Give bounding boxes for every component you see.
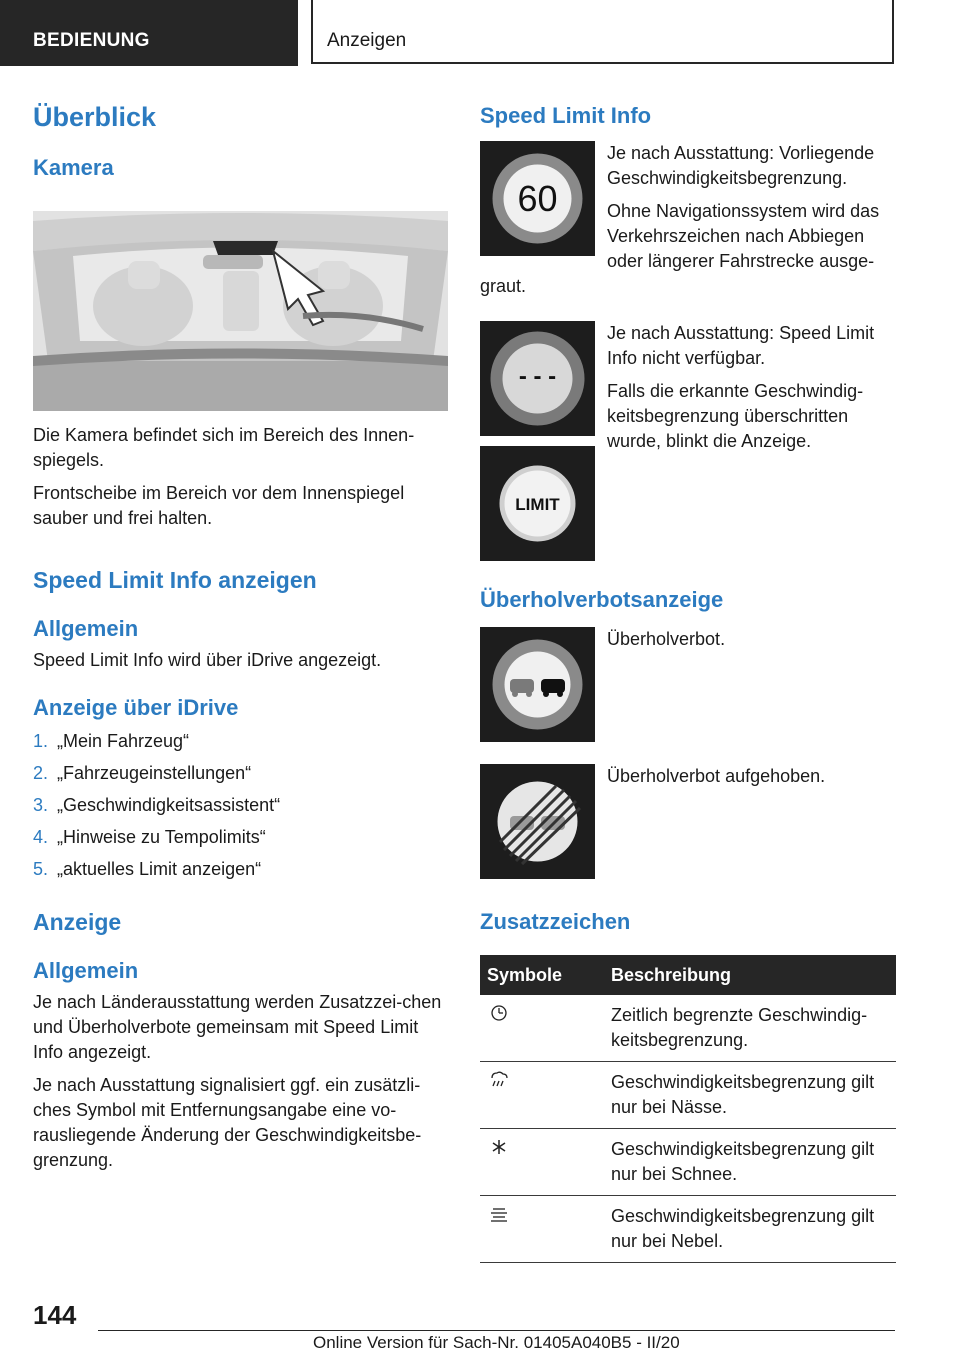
- idrive-steps: [33, 725, 448, 885]
- list-item: 5. „aktuelles Limit anzeigen“: [33, 859, 262, 879]
- sli-show-heading: Speed Limit Info anzeigen: [33, 567, 317, 593]
- car-interior-illustration: [33, 211, 448, 411]
- column-header-symbols: Symbole: [480, 955, 604, 995]
- general-heading-2: Allgemein: [33, 958, 139, 983]
- description-cell: Zeitlich begrenzte Geschwindig-keitsbegrenzung.: [604, 995, 896, 1062]
- rain-icon: [487, 1070, 511, 1090]
- clock-icon: [487, 1003, 511, 1023]
- no-overtaking-sign-image: [480, 627, 595, 742]
- left-column: [33, 100, 448, 1173]
- table-header-row: [480, 955, 896, 995]
- section-tab: BEDIENUNG: [0, 0, 298, 66]
- camera-heading: Kamera: [33, 155, 114, 180]
- sign-limit-value: LIMIT: [515, 495, 560, 514]
- overtake-text-ban: Überholverbot.: [607, 629, 726, 649]
- camera-photo: [33, 211, 448, 411]
- overview-heading: Überblick: [33, 102, 157, 132]
- sign-dash-value: - - -: [518, 363, 557, 390]
- extra-signs-heading: Zusatzzeichen: [480, 909, 631, 934]
- description-cell: Geschwindigkeitsbegrenzung gilt nur bei Nässe.: [604, 1062, 896, 1129]
- description-cell: Geschwindigkeitsbegrenzung gilt nur bei Schnee.: [604, 1129, 896, 1196]
- description-cell: Geschwindigkeitsbegrenzung gilt nur bei Nebel.: [604, 1196, 896, 1263]
- table-row: [480, 1062, 896, 1129]
- list-item: 3. „Geschwindigkeitsassistent“: [33, 795, 281, 815]
- general-text-2: Je nach Länderausstattung werden Zusatzzei-chen und Überholverbote gemeinsam mit Speed Limit Info angezeigt.: [33, 992, 442, 1062]
- table-row: [480, 1196, 896, 1263]
- general-text-3: Je nach Ausstattung signalisiert ggf. ein zusätzli-ches Symbol mit Entfernungsangabe eine vo-rausliegende Änderung der Geschwindigkeitsbe-grenzung.: [33, 1075, 422, 1170]
- column-header-description: Beschreibung: [604, 955, 896, 995]
- online-version-text: Online Version für Sach-Nr. 01405A040B5 - II/20: [313, 1333, 680, 1352]
- overtake-heading: Überholverbotsanzeige: [480, 587, 724, 612]
- general-heading-1: Allgemein: [33, 616, 139, 641]
- table-row: [480, 1129, 896, 1196]
- sign-60-image: [480, 141, 595, 256]
- camera-text-location: Die Kamera befindet sich im Bereich des Innen-spiegels.: [33, 425, 415, 470]
- sli-text-no-nav: Ohne Navigationssystem wird das Verkehrszeichen nach Abbiegen oder längerer Fahrstrecke ausge-graut.: [480, 201, 880, 296]
- right-column: [480, 100, 896, 1263]
- sign-limit-image: [480, 446, 595, 561]
- fog-icon: [487, 1204, 511, 1224]
- extra-signs-table: [480, 955, 896, 1263]
- footer-divider: [98, 1330, 895, 1331]
- list-item: 4. „Hinweise zu Tempolimits“: [33, 827, 266, 847]
- overtaking-ban-lifted-sign-image: [480, 764, 595, 879]
- overtake-text-lifted: Überholverbot aufgehoben.: [607, 766, 826, 786]
- sign-60-value: 60: [517, 178, 558, 219]
- sli-text-exceeded: Falls die erkannte Geschwindig-keitsbegrenzung überschritten wurde, blinkt die Anzeige.: [607, 381, 864, 451]
- table-row: [480, 995, 896, 1062]
- sli-text-unavailable: Je nach Ausstattung: Speed Limit Info nicht verfügbar.: [607, 323, 875, 368]
- list-item: 2. „Fahrzeugeinstellungen“: [33, 763, 252, 783]
- idrive-heading: Anzeige über iDrive: [33, 695, 239, 720]
- display-heading: Anzeige: [33, 909, 122, 935]
- sli-heading: Speed Limit Info: [480, 103, 652, 128]
- sign-unavailable-image: [480, 321, 595, 436]
- camera-text-clean: Frontscheibe im Bereich vor dem Innenspiegel sauber und frei halten.: [33, 483, 405, 528]
- snowflake-icon: [487, 1137, 511, 1157]
- chapter-tab: Anzeigen: [311, 0, 894, 64]
- sli-text-current: Je nach Ausstattung: Vorliegende Geschwindigkeitsbegrenzung.: [607, 143, 875, 188]
- general-text-1: Speed Limit Info wird über iDrive angezeigt.: [33, 650, 382, 670]
- page-number: 144: [33, 1300, 77, 1330]
- list-item: 1. „Mein Fahrzeug“: [33, 731, 190, 751]
- page-header: [0, 0, 960, 66]
